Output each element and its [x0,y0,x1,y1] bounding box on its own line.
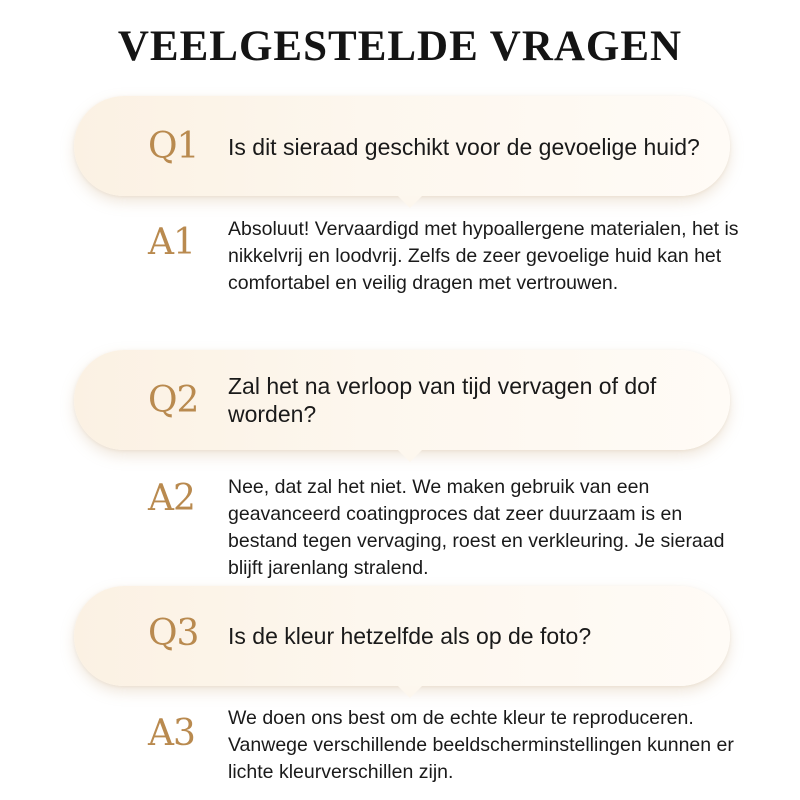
answer-label-3: A3 [148,713,195,754]
question-text-3: Is de kleur hetzelfde als op de foto? [228,623,592,649]
answer-label-1: A1 [148,222,195,263]
page-title: VEELGESTELDE VRAGEN [117,23,683,70]
question-text-2: Zal het na verloop van tijd vervagen of dof worden? [228,373,657,427]
question-label-1: Q1 [148,126,199,167]
question-label-3: Q3 [148,613,199,654]
answer-text-1: Absoluut! Vervaardigd met hypoallergene materialen, het is nikkelvrij en loodvrij. Zelfs de zeer gevoelige huid kan het comfortabel en veilig dragen met vertrouwen. [228,218,739,294]
answer-text-3: We doen ons best om de echte kleur te reproduceren. Vanwege verschillende beeldscherminstellingen kunnen er lichte kleurverschillen zijn. [228,707,734,783]
question-label-2: Q2 [148,380,199,421]
answer-label-2: A2 [148,478,195,519]
question-text-1: Is dit sieraad geschikt voor de gevoelige huid? [228,134,700,160]
answer-text-2: Nee, dat zal het niet. We maken gebruik van een geavanceerd coatingproces dat zeer duurzaam is en bestand tegen vervaging, roest en verkleuring. Je sieraad blijft jarenlang stralend. [228,476,725,579]
